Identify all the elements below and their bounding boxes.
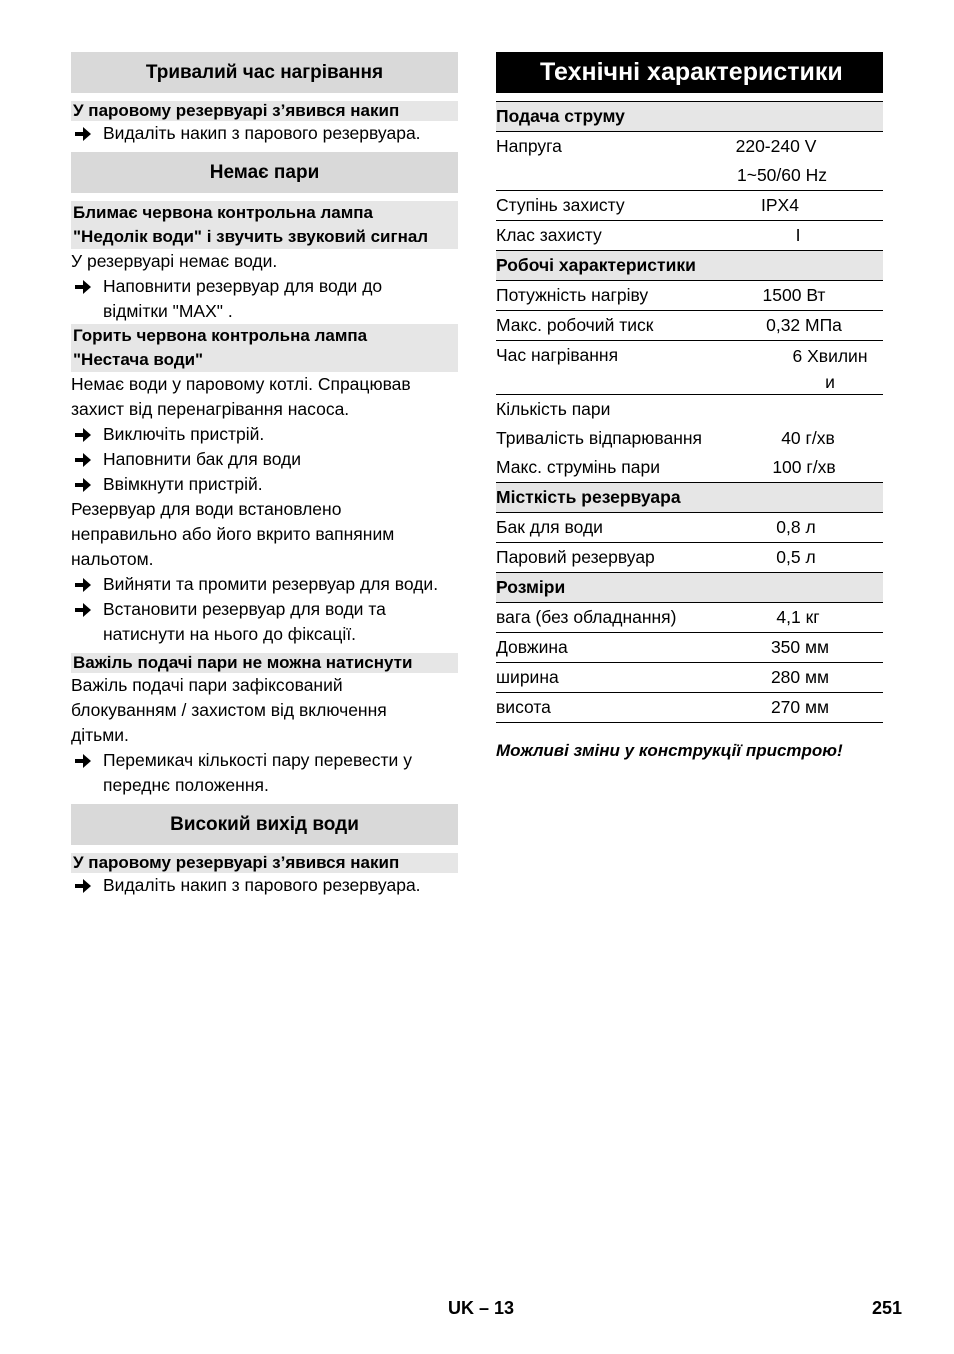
spec-section-label: Робочі характеристики xyxy=(496,255,696,275)
list-item-text: Перемикач кількості пару перевести у xyxy=(103,750,412,770)
list-item-text: Встановити резервуар для води та xyxy=(103,599,386,619)
list-item xyxy=(71,572,458,597)
list-item-text: Вийняти та промити резервуар для води. xyxy=(103,574,439,594)
spec-table xyxy=(496,101,883,723)
spec-value: IPX4 xyxy=(761,195,799,215)
spec-label: висота xyxy=(496,697,551,717)
list-item xyxy=(71,422,458,447)
subheading-red-lamp xyxy=(71,324,458,372)
spec-label: Час нагрівання xyxy=(496,345,619,365)
arrow-right-icon xyxy=(75,428,91,442)
spec-value: 280 мм xyxy=(770,667,830,687)
subheading-line: "Нестача води" xyxy=(73,350,204,369)
spec-label: Напруга xyxy=(496,136,562,156)
paragraph xyxy=(71,372,458,422)
paragraph-line: захист від перенагрівання насоса. xyxy=(71,399,350,419)
footer-section-label: UK – 13 xyxy=(448,1298,515,1318)
spec-value: 1~50/60 Hz xyxy=(737,165,827,185)
spec-row xyxy=(496,310,883,340)
spec-value xyxy=(780,343,880,395)
subheading-line: "Недолік води" і звучить звуковий сигнал xyxy=(73,227,429,246)
spec-row xyxy=(496,542,883,572)
paragraph-line: нальотом. xyxy=(71,549,154,569)
spec-value-line: и xyxy=(825,372,835,392)
paragraph-line: Резервуар для води встановлено xyxy=(71,499,342,519)
list-item-text: Наповнити резервуар для води до xyxy=(103,276,383,296)
list-item xyxy=(71,447,458,472)
list-item-text: Наповнити бак для води xyxy=(103,449,302,469)
spec-row xyxy=(496,394,883,424)
spec-value: 1500 Вт xyxy=(762,285,826,305)
list-item xyxy=(71,274,458,324)
spec-row xyxy=(496,662,883,692)
list-item-text: Видаліть накип з парового резервуара. xyxy=(103,875,421,895)
spec-label: Макс. робочий тиск xyxy=(496,315,654,335)
section-heading-no-steam: Немає пари xyxy=(71,152,458,193)
spec-label: вага (без обладнання) xyxy=(496,607,677,627)
paragraph: У резервуарі немає води. xyxy=(71,251,278,271)
spec-value: 0,8 л xyxy=(776,517,816,537)
spec-value: 270 мм xyxy=(770,697,830,717)
spec-section-label: Місткість резервуара xyxy=(496,487,681,507)
spec-row xyxy=(496,280,883,310)
spec-label: Паровий резервуар xyxy=(496,547,655,567)
list-item-text: переднє положення. xyxy=(103,775,269,795)
section-heading-long-heating: Тривалий час нагрівання xyxy=(71,52,458,93)
spec-value: 0,5 л xyxy=(776,547,816,567)
arrow-right-icon xyxy=(75,603,91,617)
list-item xyxy=(71,873,458,898)
list-item-text: Видаліть накип з парового резервуара. xyxy=(103,123,421,143)
list-item xyxy=(71,748,458,798)
subheading-line: Блимає червона контрольна лампа xyxy=(73,203,374,222)
spec-row xyxy=(496,692,883,722)
spec-value: 0,32 МПа xyxy=(766,315,842,335)
spec-row xyxy=(496,340,883,394)
spec-row xyxy=(496,220,883,250)
spec-label: Бак для води xyxy=(496,517,603,537)
spec-row xyxy=(496,161,883,190)
spec-label: Потужність нагріву xyxy=(496,285,649,305)
paragraph-line: Немає води у паровому котлі. Спрацював xyxy=(71,374,411,394)
design-change-note: Можливі зміни у конструкції пристрою! xyxy=(496,741,843,760)
spec-label: Ступінь захисту xyxy=(496,195,625,215)
spec-section-header xyxy=(496,572,883,602)
arrow-right-icon xyxy=(75,127,91,141)
spec-row xyxy=(496,424,883,453)
spec-value: 4,1 кг xyxy=(776,607,820,627)
list-item xyxy=(71,597,458,647)
spec-row xyxy=(496,131,883,161)
page-title: Технічні характеристики xyxy=(496,52,883,93)
spec-section-label: Подача струму xyxy=(496,106,625,126)
spec-label: Клас захисту xyxy=(496,225,602,245)
spec-section-label: Розміри xyxy=(496,577,566,597)
spec-label: Кількість пари xyxy=(496,399,611,419)
paragraph-line: дітьми. xyxy=(71,725,129,745)
page-number: 251 xyxy=(872,1298,903,1318)
spec-section-header xyxy=(496,250,883,280)
arrow-right-icon xyxy=(75,280,91,294)
subheading-scale: У паровому резервуарі з’явився накип xyxy=(71,853,458,873)
section-heading-high-water-output: Високий вихід води xyxy=(71,804,458,845)
spec-value: 40 г/хв xyxy=(781,428,835,448)
spec-value: 350 мм xyxy=(770,637,830,657)
spec-label: Макс. струмінь пари xyxy=(496,457,660,477)
arrow-right-icon xyxy=(75,578,91,592)
spec-row xyxy=(496,190,883,220)
spec-section-header xyxy=(496,482,883,512)
arrow-right-icon xyxy=(75,478,91,492)
arrow-right-icon xyxy=(75,453,91,467)
specifications-column xyxy=(496,52,883,761)
list-item xyxy=(71,121,458,146)
list-item-text: відмітки "MAX" . xyxy=(103,301,233,321)
spec-value: 100 г/хв xyxy=(772,457,836,477)
paragraph xyxy=(71,497,458,572)
list-item xyxy=(71,472,458,497)
subheading-blinking-lamp xyxy=(71,201,458,249)
spec-row xyxy=(496,602,883,632)
spec-label: Тривалість відпарювання xyxy=(496,428,702,448)
paragraph xyxy=(71,673,458,748)
spec-value-line: 6 Хвилин xyxy=(792,346,868,366)
subheading-steam-lever: Важіль подачі пари не можна натиснути xyxy=(71,653,458,673)
spec-value: I xyxy=(795,225,801,245)
arrow-right-icon xyxy=(75,754,91,768)
spec-row xyxy=(496,512,883,542)
list-item-text: Ввімкнути пристрій. xyxy=(103,474,263,494)
spec-row xyxy=(496,632,883,662)
list-item-text: натиснути на нього до фіксації. xyxy=(103,624,357,644)
spec-section-header xyxy=(496,101,883,131)
paragraph-line: блокуванням / захистом від включення xyxy=(71,700,387,720)
spec-label: ширина xyxy=(496,667,559,687)
paragraph-line: Важіль подачі пари зафіксований xyxy=(71,675,343,695)
spec-label: Довжина xyxy=(496,637,568,657)
subheading-scale: У паровому резервуарі з’явився накип xyxy=(71,101,458,121)
subheading-line: Горить червона контрольна лампа xyxy=(73,326,368,345)
arrow-right-icon xyxy=(75,879,91,893)
troubleshooting-column xyxy=(71,52,458,898)
list-item-text: Виключіть пристрій. xyxy=(103,424,265,444)
spec-row xyxy=(496,453,883,482)
paragraph-line: неправильно або його вкрито вапняним xyxy=(71,524,395,544)
spec-value: 220-240 V xyxy=(735,136,817,156)
